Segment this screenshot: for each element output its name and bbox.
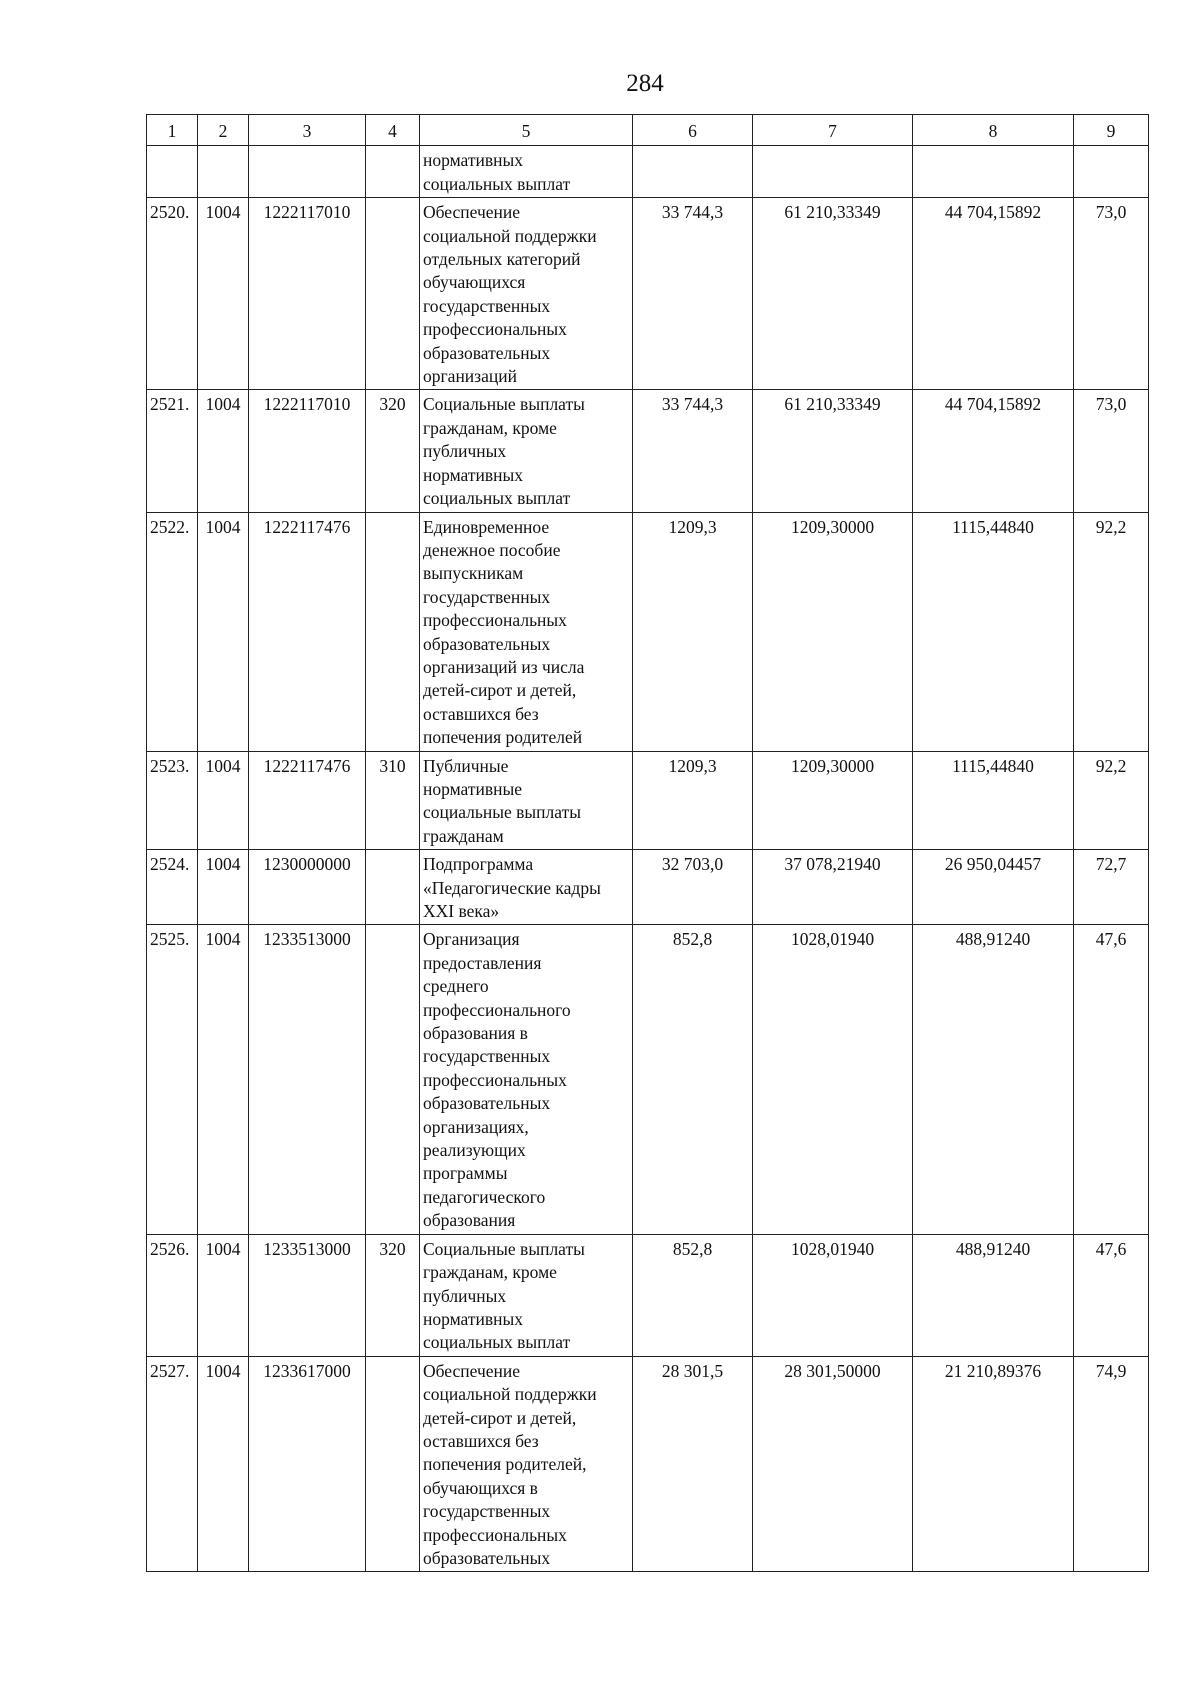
item-name: Обеспечение социальной поддержки отдельных категорий обучающихся государственных профессиональных образовательных организаций: [420, 198, 633, 390]
section-code: 1004: [198, 390, 249, 512]
row-number: 2520.: [147, 198, 198, 390]
executed-amount: 488,91240: [913, 925, 1074, 1234]
section-code: 1004: [198, 925, 249, 1234]
execution-percent: 92,2: [1074, 751, 1149, 850]
page-number: 284: [626, 70, 664, 97]
approved-amount: 852,8: [633, 1234, 753, 1356]
row-number: 2521.: [147, 390, 198, 512]
target-code: 1233513000: [249, 925, 366, 1234]
item-name: Организация предоставления среднего профессионального образования в государственных профессиональных образовательных организациях, реализующих программы педагогического образования: [420, 925, 633, 1234]
column-header: 7: [753, 115, 913, 146]
row-number: 2525.: [147, 925, 198, 1234]
expense-kind-code: [366, 1356, 420, 1572]
execution-percent: 72,7: [1074, 850, 1149, 925]
section-code: 1004: [198, 1234, 249, 1356]
approved-amount: 1209,3: [633, 751, 753, 850]
approved-amount: 33 744,3: [633, 390, 753, 512]
revised-amount: 37 078,21940: [753, 850, 913, 925]
header-row: [147, 115, 1149, 146]
column-header: 4: [366, 115, 420, 146]
executed-amount: 21 210,89376: [913, 1356, 1074, 1572]
budget-table: [146, 114, 1149, 1572]
item-name: Подпрограмма «Педагогические кадры XXI века»: [420, 850, 633, 925]
column-header: 6: [633, 115, 753, 146]
table-row: [147, 146, 1149, 198]
revised-amount: 1028,01940: [753, 1234, 913, 1356]
expense-kind-code: 320: [366, 390, 420, 512]
row-number: 2526.: [147, 1234, 198, 1356]
executed-amount: [913, 146, 1074, 198]
target-code: 1222117476: [249, 512, 366, 751]
item-name: Публичные нормативные социальные выплаты гражданам: [420, 751, 633, 850]
target-code: 1222117010: [249, 198, 366, 390]
column-header: 1: [147, 115, 198, 146]
revised-amount: 1209,30000: [753, 751, 913, 850]
section-code: 1004: [198, 198, 249, 390]
expense-kind-code: [366, 925, 420, 1234]
table-row: [147, 751, 1149, 850]
expense-kind-code: [366, 850, 420, 925]
column-header: 8: [913, 115, 1074, 146]
table-row: [147, 925, 1149, 1234]
item-name: нормативных социальных выплат: [420, 146, 633, 198]
section-code: 1004: [198, 1356, 249, 1572]
row-number: 2522.: [147, 512, 198, 751]
column-header: 9: [1074, 115, 1149, 146]
expense-kind-code: [366, 146, 420, 198]
execution-percent: 47,6: [1074, 1234, 1149, 1356]
row-number: [147, 146, 198, 198]
approved-amount: 1209,3: [633, 512, 753, 751]
revised-amount: [753, 146, 913, 198]
executed-amount: 44 704,15892: [913, 390, 1074, 512]
executed-amount: 1115,44840: [913, 751, 1074, 850]
table-row: [147, 1356, 1149, 1572]
table-row: [147, 1234, 1149, 1356]
approved-amount: 852,8: [633, 925, 753, 1234]
row-number: 2523.: [147, 751, 198, 850]
revised-amount: 28 301,50000: [753, 1356, 913, 1572]
execution-percent: 92,2: [1074, 512, 1149, 751]
section-code: 1004: [198, 512, 249, 751]
execution-percent: 47,6: [1074, 925, 1149, 1234]
executed-amount: 488,91240: [913, 1234, 1074, 1356]
approved-amount: 33 744,3: [633, 198, 753, 390]
table-row: [147, 512, 1149, 751]
executed-amount: 26 950,04457: [913, 850, 1074, 925]
table-row: [147, 198, 1149, 390]
target-code: [249, 146, 366, 198]
revised-amount: 1209,30000: [753, 512, 913, 751]
target-code: 1222117476: [249, 751, 366, 850]
target-code: 1222117010: [249, 390, 366, 512]
section-code: 1004: [198, 751, 249, 850]
section-code: 1004: [198, 850, 249, 925]
execution-percent: 74,9: [1074, 1356, 1149, 1572]
executed-amount: 44 704,15892: [913, 198, 1074, 390]
execution-percent: [1074, 146, 1149, 198]
approved-amount: [633, 146, 753, 198]
expense-kind-code: [366, 198, 420, 390]
execution-percent: 73,0: [1074, 390, 1149, 512]
approved-amount: 32 703,0: [633, 850, 753, 925]
item-name: Обеспечение социальной поддержки детей-сирот и детей, оставшихся без попечения родителей, обучающихся в государственных профессиональных образовательных: [420, 1356, 633, 1572]
column-header: 3: [249, 115, 366, 146]
executed-amount: 1115,44840: [913, 512, 1074, 751]
expense-kind-code: 310: [366, 751, 420, 850]
item-name: Единовременное денежное пособие выпускникам государственных профессиональных образовательных организаций из числа детей-сирот и детей, оставшихся без попечения родителей: [420, 512, 633, 751]
table-row: [147, 850, 1149, 925]
column-header: 5: [420, 115, 633, 146]
execution-percent: 73,0: [1074, 198, 1149, 390]
column-header: 2: [198, 115, 249, 146]
expense-kind-code: 320: [366, 1234, 420, 1356]
target-code: 1233513000: [249, 1234, 366, 1356]
revised-amount: 61 210,33349: [753, 390, 913, 512]
expense-kind-code: [366, 512, 420, 751]
item-name: Социальные выплаты гражданам, кроме публичных нормативных социальных выплат: [420, 1234, 633, 1356]
row-number: 2527.: [147, 1356, 198, 1572]
target-code: 1233617000: [249, 1356, 366, 1572]
section-code: [198, 146, 249, 198]
target-code: 1230000000: [249, 850, 366, 925]
revised-amount: 1028,01940: [753, 925, 913, 1234]
item-name: Социальные выплаты гражданам, кроме публичных нормативных социальных выплат: [420, 390, 633, 512]
table-row: [147, 390, 1149, 512]
approved-amount: 28 301,5: [633, 1356, 753, 1572]
table-body: [147, 146, 1149, 1572]
row-number: 2524.: [147, 850, 198, 925]
revised-amount: 61 210,33349: [753, 198, 913, 390]
